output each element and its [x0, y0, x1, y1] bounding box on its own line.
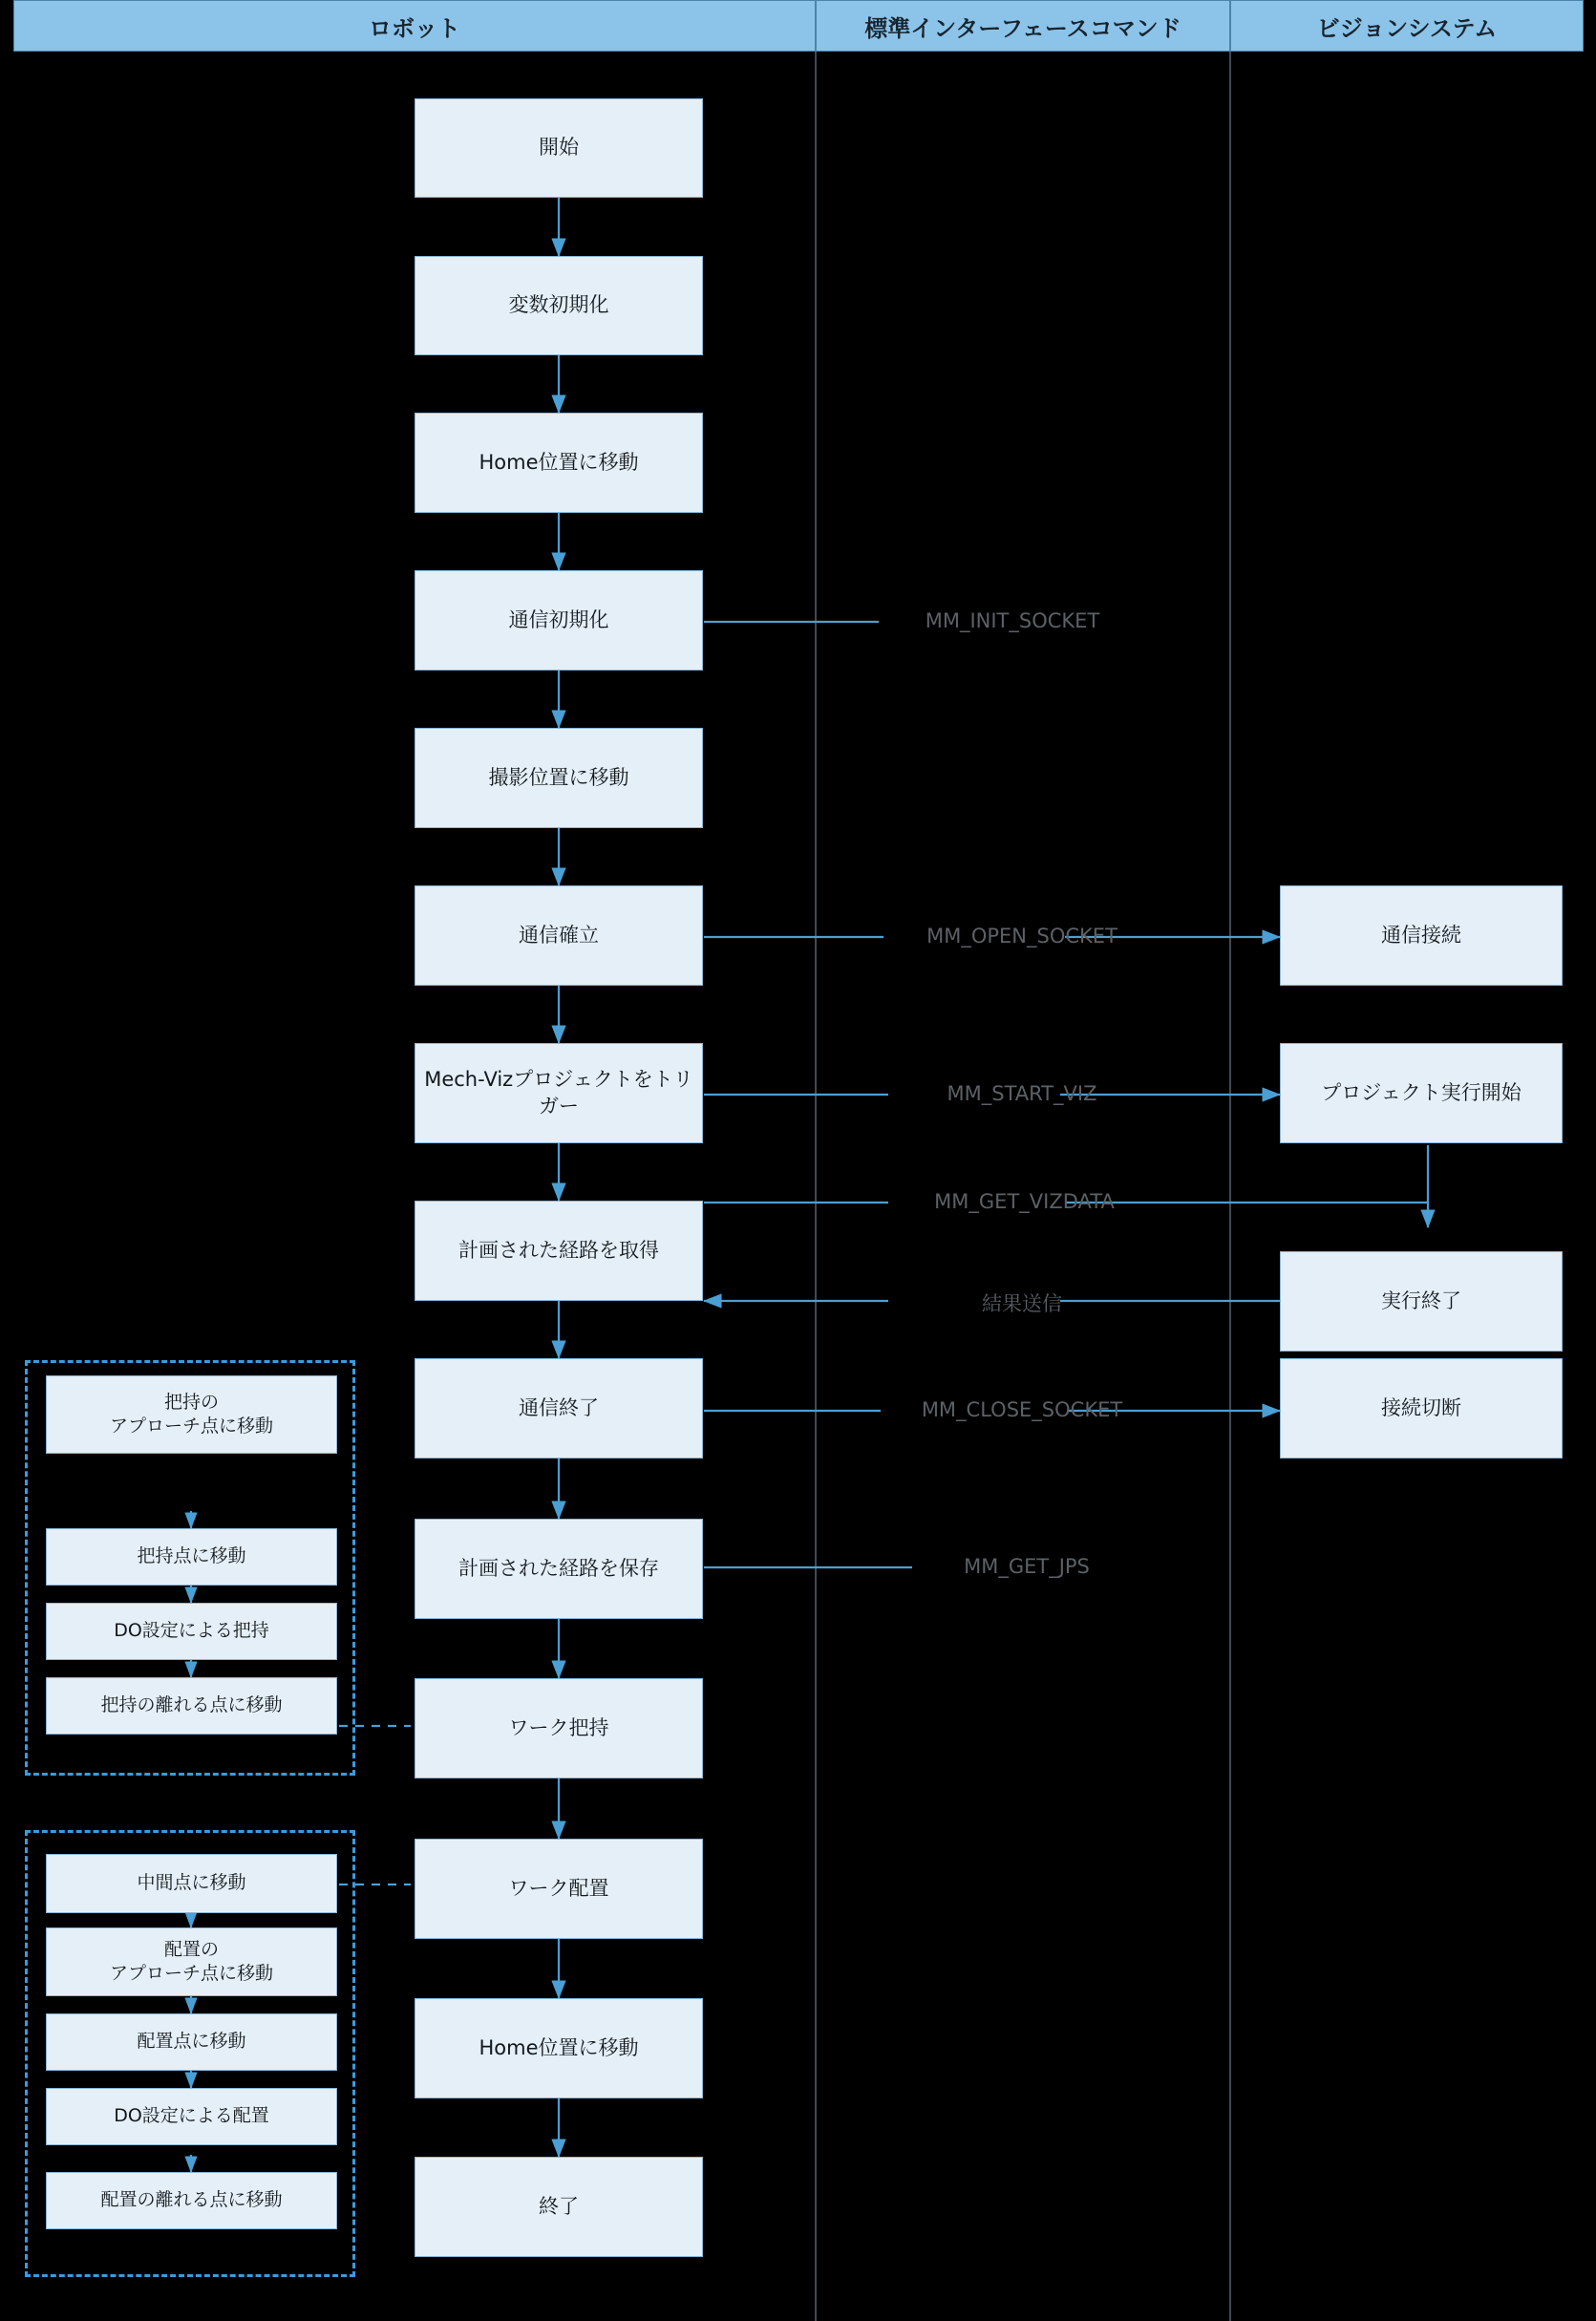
node-save-path[interactable]: 計画された経路を保存	[415, 1519, 703, 1619]
label-mm-get-jps: MM_GET_JPS	[964, 1555, 1090, 1578]
lane-header-robot: ロボット	[13, 0, 816, 52]
label-mm-init-socket: MM_INIT_SOCKET	[925, 609, 1100, 632]
node-get-path[interactable]: 計画された経路を取得	[415, 1201, 703, 1301]
node-place-work[interactable]: ワーク配置	[415, 1839, 703, 1939]
node-vision-exec-end[interactable]: 実行終了	[1280, 1251, 1563, 1352]
node-open-comm[interactable]: 通信確立	[415, 885, 703, 986]
node-start[interactable]: 開始	[415, 98, 703, 198]
label-mm-open-socket: MM_OPEN_SOCKET	[926, 925, 1117, 948]
label-mm-close-socket: MM_CLOSE_SOCKET	[921, 1398, 1123, 1421]
node-place-approach[interactable]	[46, 1927, 337, 1996]
node-pick-do[interactable]: DO設定による把持	[46, 1603, 337, 1660]
node-place-depart[interactable]: 配置の離れる点に移動	[46, 2172, 337, 2229]
lane-header-command: 標準インターフェースコマンド	[816, 0, 1230, 52]
node-pick-work[interactable]: ワーク把持	[415, 1678, 703, 1778]
node-pick-approach[interactable]	[46, 1375, 337, 1454]
node-trigger-viz[interactable]: Mech-Vizプロジェクトをトリガー	[415, 1043, 703, 1143]
node-place-do[interactable]: DO設定による配置	[46, 2088, 337, 2145]
node-pick-approach-line2: アプローチ点に移動	[109, 1416, 273, 1437]
node-pick-approach-line1: 把持の	[163, 1391, 219, 1413]
node-pick-point[interactable]: 把持点に移動	[46, 1528, 337, 1586]
node-end[interactable]: 終了	[415, 2157, 703, 2257]
node-vision-disconnect[interactable]: 接続切断	[1280, 1358, 1563, 1459]
lane-divider-1	[815, 52, 817, 2321]
node-move-capture[interactable]: 撮影位置に移動	[415, 728, 703, 828]
node-place-approach-line1: 配置の	[163, 1938, 219, 1960]
node-vision-project-start[interactable]: プロジェクト実行開始	[1280, 1043, 1563, 1143]
node-move-home-1[interactable]: Home位置に移動	[415, 413, 703, 513]
node-place-approach-line2: アプローチ点に移動	[109, 1963, 273, 1984]
node-close-comm[interactable]: 通信終了	[415, 1358, 703, 1459]
label-mm-get-vizdata: MM_GET_VIZDATA	[934, 1190, 1115, 1213]
node-vision-connect[interactable]: 通信接続	[1280, 885, 1563, 986]
label-send-result: 結果送信	[982, 1292, 1062, 1315]
node-move-home-2[interactable]: Home位置に移動	[415, 1998, 703, 2098]
node-pick-depart[interactable]: 把持の離れる点に移動	[46, 1677, 337, 1735]
node-place-mid[interactable]: 中間点に移動	[46, 1854, 337, 1913]
lane-divider-2	[1229, 52, 1231, 2321]
lane-header-vision: ビジョンシステム	[1230, 0, 1584, 52]
label-mm-start-viz: MM_START_VIZ	[947, 1082, 1097, 1105]
node-init-comm[interactable]: 通信初期化	[415, 570, 703, 671]
node-init-vars[interactable]: 変数初期化	[415, 256, 703, 355]
node-place-point[interactable]: 配置点に移動	[46, 2013, 337, 2071]
